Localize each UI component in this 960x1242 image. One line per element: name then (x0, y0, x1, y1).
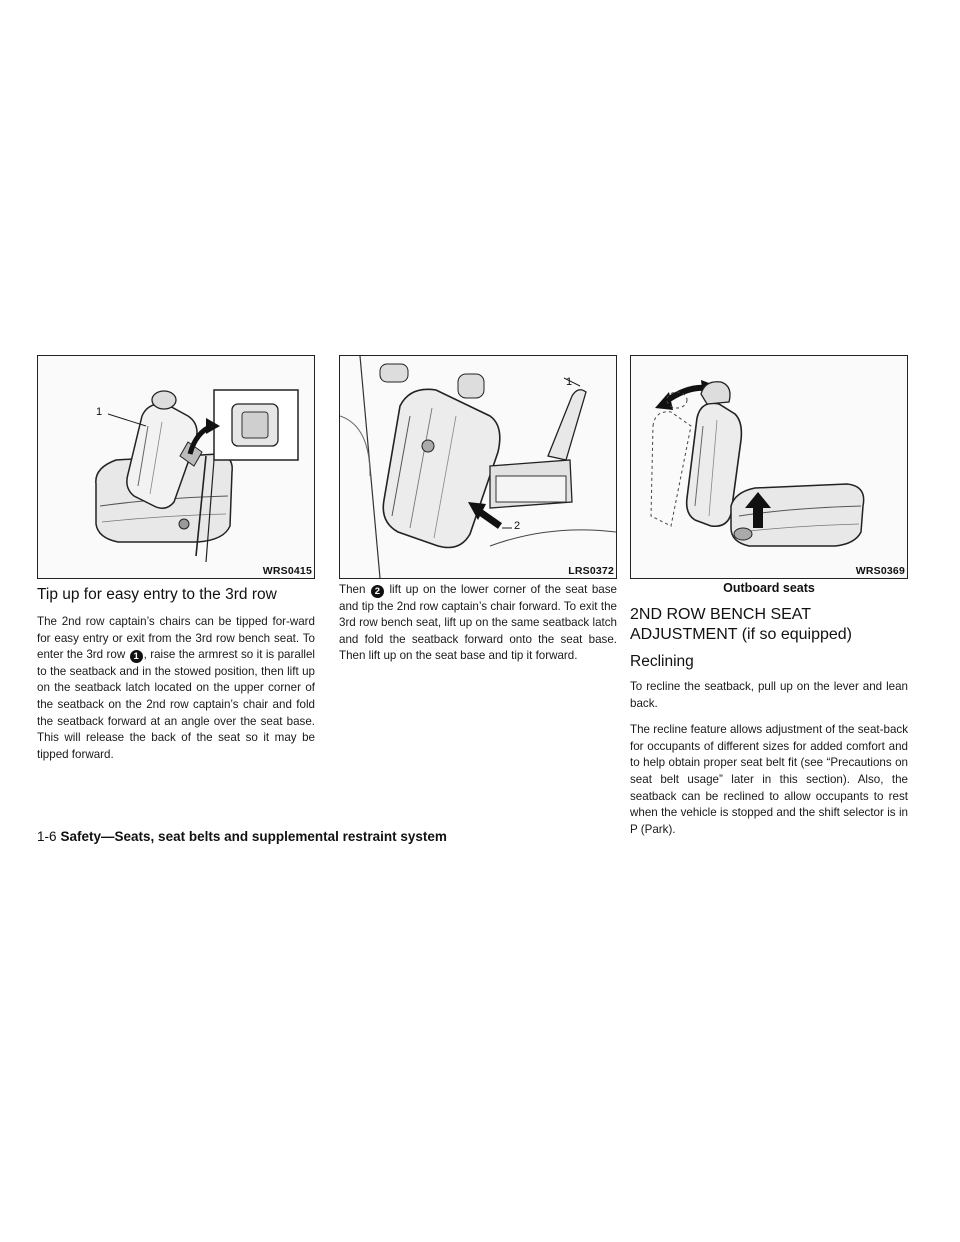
figure-code: WRS0369 (855, 565, 905, 577)
paragraph-recline-feature: The recline feature allows adjustment of the seat-back for occupants of different sizes for added comfort and to help obtain proper seat belt fit (see “Precautions on seat belt usage” later in this section). Also, the seatback can be reclined to allow occupants to rest when the vehicle is stopped and the shift selector is in P (Park). (630, 723, 908, 836)
recline-illustration (631, 356, 907, 578)
heading-line-1: 2ND ROW BENCH SEAT (630, 606, 812, 623)
figure-seat-base-lift (339, 355, 617, 579)
section-heading-bench-seat (630, 605, 908, 645)
page-footer (37, 829, 447, 844)
section-heading-tip-up: Tip up for easy entry to the 3rd row (37, 586, 277, 603)
circled-marker-2: 2 (371, 585, 384, 598)
column-right (630, 355, 908, 848)
paragraph-text-before: The 2nd row captain’s chairs can be tipped for-ward for easy entry or exit from the 3rd row bench seat. To enter the 3rd row (37, 615, 315, 662)
figure-code: LRS0372 (568, 565, 614, 577)
subheading-reclining: Reclining (630, 653, 694, 670)
paragraph-text-then: Then (339, 583, 370, 596)
figure-caption: Outboard seats (723, 581, 815, 595)
figure-code: WRS0415 (262, 565, 312, 577)
callout-2-label: 2 (514, 520, 521, 532)
paragraph-text-after: , raise the armrest so it is parallel to the seatback and in the stowed position, then lift up on the seatback latch located on the upper corner of the seatback on the 2nd row captain’s chair and fold the seatback forward at an angle over the seat base. This will release the back of the seat so it may be tipped forward. (37, 648, 315, 761)
figure-outboard-recline (630, 355, 908, 579)
column-left (37, 355, 315, 773)
seat-base-illustration (340, 356, 616, 578)
section-title: Safety—Seats, seat belts and supplemental restraint system (60, 829, 447, 844)
column-middle (339, 355, 617, 675)
heading-line-2: ADJUSTMENT (if so equipped) (630, 626, 852, 643)
seat-tip-illustration (38, 356, 314, 578)
paragraph-seat-base (339, 582, 617, 665)
callout-1-label: 1 (566, 376, 573, 388)
paragraph-tip-up (37, 614, 315, 763)
figure-tip-up-seat (37, 355, 315, 579)
callout-1-label: 1 (96, 406, 103, 418)
paragraph-recline-instructions: To recline the seatback, pull up on the lever and lean back. (630, 680, 908, 710)
paragraph-text-after: lift up on the lower corner of the seat base and tip the 2nd row captain’s chair forward. To exit the 3rd row bench seat, lift up on the same seatback latch and fold the seatback forward onto the seat base. Then lift up on the seat base and tip it forward. (339, 583, 618, 663)
page-number: 1-6 (37, 829, 57, 844)
circled-marker-1: 1 (130, 650, 143, 663)
